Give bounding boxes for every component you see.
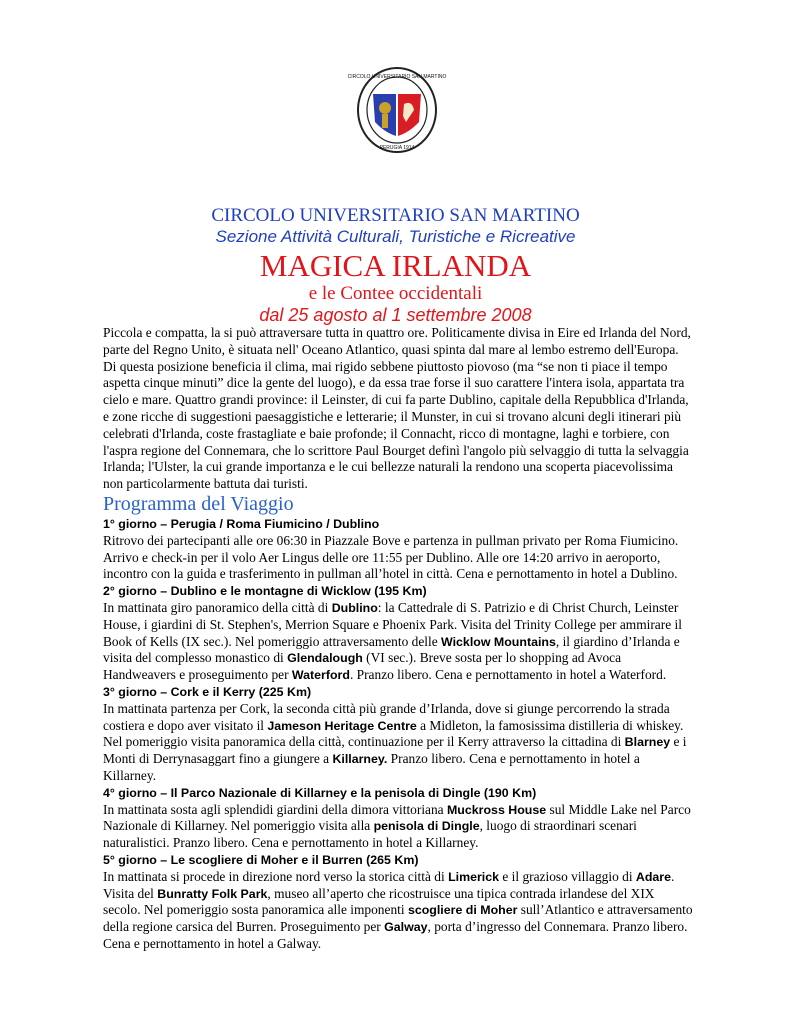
description-text: In mattinata partenza per Cork, la seconda città più grande d’Irlanda, dove si giunge percorrendo la strada costiera e dopo aver visitato il: [103, 700, 670, 733]
description-text: In mattinata si procede in direzione nord verso la storica città di: [103, 868, 449, 884]
place-name: Limerick: [448, 869, 500, 884]
place-name: Waterford: [291, 668, 350, 683]
place-name: Blarney: [624, 735, 671, 750]
place-name: Adare: [635, 869, 672, 884]
description-text: , luogo di straordinari scenari naturalistici. Pranzo libero. Cena e pernottamento in hotel a Killarney.: [103, 818, 637, 851]
trip-dates: dal 25 agosto al 1 settembre 2008: [259, 305, 532, 325]
description-text: Ritrovo dei partecipanti alle ore 06:30 in Piazzale Bove e partenza in pullman privato per Roma Fiumicino. Arrivo e check-in per il volo Aer Lingus delle ore 11:55 per Dublino. Alle ore 14:20 arrivo in aeroporto, incontro con la guida e trasferimento in pullman all’hotel in città. Cena e pernottamento in hotel a Dublino.: [103, 532, 679, 582]
itinerary-days: [103, 516, 693, 953]
description-text: sul Middle Lake nel Parco Nazionale di Killarney. Nel pomeriggio visita alla: [103, 801, 691, 834]
place-name: Bunratty Folk Park: [157, 886, 268, 901]
description-text: , il giardino d’Irlanda e visita del complesso monastico di: [103, 633, 680, 666]
day-heading: 2° giorno – Dublino e le montagne di Wicklow (195 Km): [103, 584, 427, 599]
day-description: [103, 701, 693, 785]
place-name: Dublino: [331, 600, 378, 615]
program-heading: Programma del Viaggio: [103, 492, 294, 515]
section-name: Sezione Attività Culturali, Turistiche e Ricreative: [215, 227, 576, 246]
org-name: CIRCOLO UNIVERSITARIO SAN MARTINO: [211, 205, 580, 226]
place-name: scogliere di Moher: [407, 903, 518, 918]
place-name: Killarney.: [332, 752, 388, 767]
seal-ring-text-bottom: PERUGIA 1914: [379, 145, 415, 151]
day-description: [103, 600, 693, 684]
day-heading: 3° giorno – Cork e il Kerry (225 Km): [103, 684, 312, 699]
description-text: , porta d’ingresso del Connemara. Pranzo libero. Cena e pernottamento in hotel a Galway.: [103, 919, 688, 951]
intro-paragraph: Piccola e compatta, la si può attraversare tutta in quattro ore. Politicamente divisa in Eire ed Irlanda del Nord, parte del Regno Unito, è situata nell' Oceano Atlantico, quasi spinta dal mare al lembo estremo dell'Europa. Di questa posizione beneficia il clima, mai rigido sebbene piuttosto piovoso (ma “se non ti piace il tempo aspetta cinque minuti” dice la gente del luogo), e da essa trae forse il suo carattere l'intera isola, appartata tra cielo e mare. Quattro grandi province: il Leinster, di cui fa parte Dublino, capitale della Repubblica d'Irlanda, e zone ricche di suggestioni paesaggistiche e letterarie; il Munster, in cui si trovano alcuni degli itinerari più celebrati d'Irlanda, coste frastagliate e baie profonde; il Connacht, ricco di montagne, laghi e torbiere, con l'aspra regione del Connemara, che lo scrittore Paul Bourget definì l'angolo più selvaggio di tutta la selvaggia Irlanda; l'Ulster, la cui grande importanza e le cui bellezze naturali la rendono una scoperta piacevolissima non particolarmente battuta dai turisti.: [103, 325, 691, 492]
circolo-seal-logo: [347, 66, 447, 154]
seal-ring-text-top: CIRCOLO UNIVERSITARIO SAN MARTINO: [347, 74, 447, 80]
day-heading: 5° giorno – Le scogliere di Moher e il Burren (265 Km): [103, 852, 419, 867]
place-name: Muckross House: [446, 802, 547, 817]
description-text: Pranzo libero. Cena e pernottamento in hotel a Killarney.: [103, 751, 640, 783]
day-description: [103, 802, 693, 852]
trip-title: MAGICA IRLANDA: [259, 248, 532, 283]
description-text: (VI sec.). Breve sosta per lo shopping ad Avoca Handweavers e proseguimento per: [103, 650, 622, 683]
description-text: . Pranzo libero. Cena e pernottamento in hotel a Waterford.: [349, 667, 667, 683]
place-name: Glendalough: [287, 651, 363, 666]
place-name: Wicklow Mountains: [441, 634, 556, 649]
day-description: [103, 869, 693, 953]
document-body: [103, 325, 693, 953]
description-text: : la Cattedrale di S. Patrizio e di Christ Church, Leinster House, i giardini di St. Stephen's, Merrion Square e Phoenix Park. Visita del Trinity College per ammirare il Book of Kells (IX sec.). Nel pomeriggio attraversamento delle: [103, 599, 682, 649]
day-heading: 4° giorno – Il Parco Nazionale di Killarney e la penisola di Dingle (190 Km): [103, 785, 537, 800]
place-name: Galway: [384, 920, 428, 935]
description-text: e i Monti di Derrynasaggart fino a giungere a: [103, 734, 687, 767]
description-text: sull’Atlantico e attraversamento della regione carsica del Burren. Proseguimento per: [103, 902, 693, 935]
description-text: In mattinata giro panoramico della città di: [103, 599, 332, 615]
trip-subtitle: e le Contee occidentali: [308, 283, 483, 304]
description-text: e il grazioso villaggio di: [499, 868, 636, 884]
day-description: [103, 533, 693, 583]
place-name: penisola di Dingle: [373, 819, 480, 834]
place-name: Jameson Heritage Centre: [267, 718, 417, 733]
day-heading: 1° giorno – Perugia / Roma Fiumicino / Dublino: [103, 516, 380, 531]
description-text: . Visita del: [103, 868, 675, 901]
description-text: , museo all’aperto che ricostruisce una tipica contrada irlandese del XIX secolo. Nel pomeriggio sosta panoramica alle imponenti: [103, 885, 655, 918]
description-text: In mattinata sosta agli splendidi giardini della dimora vittoriana: [103, 801, 447, 817]
description-text: a Midleton, la famosissima distilleria di whiskey. Nel pomeriggio visita panoramica della città, continuazione per il Kerry attraverso la cittadina di: [103, 717, 684, 750]
